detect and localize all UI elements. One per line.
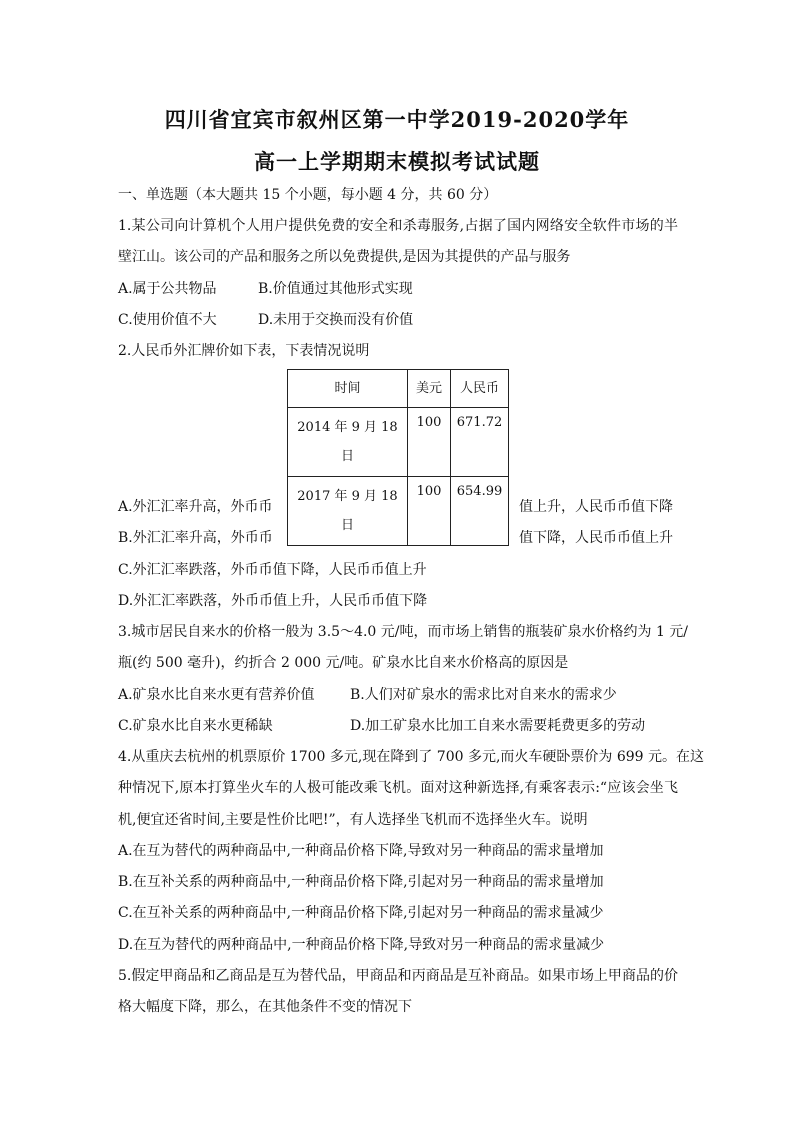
- header-cell-usd: 美元: [408, 370, 451, 408]
- q5-stem-line1: 5.假定甲商品和乙商品是互为替代品，甲商品和丙商品是互补商品。如果市场上甲商品的价: [118, 968, 678, 984]
- rmb-cell: 671.72: [451, 408, 509, 477]
- q1-stem-line2: 壁江山。该公司的产品和服务之所以免费提供,是因为其提供的产品与服务: [118, 249, 571, 265]
- rmb-cell: 654.99: [451, 477, 509, 546]
- q4-stem-line1: 4.从重庆去杭州的机票原价 1700 多元,现在降到了 700 多元,而火车硬卧票价为 699 元。在这: [118, 749, 705, 765]
- date-line2: 日: [340, 518, 354, 533]
- q2-option-c: C.外汇汇率跌落，外币币值下降，人民币币值上升: [118, 562, 427, 578]
- q3-stem-line2: 瓶(约 500 毫升)，约折合 2 000 元/吨。矿泉水比自来水价格高的原因是: [118, 655, 569, 671]
- q5-stem-line2: 格大幅度下降，那么，在其他条件不变的情况下: [118, 999, 412, 1015]
- date-line1: 2014 年 9 月 18: [297, 420, 398, 435]
- table-row: [288, 477, 509, 546]
- exam-title-line2: 高一上学期期末模拟考试试题: [254, 149, 540, 174]
- date-line1: 2017 年 9 月 18: [297, 489, 398, 504]
- header-cell-rmb: 人民币: [451, 370, 509, 408]
- q1-option-b: B.价值通过其他形式实现: [258, 281, 413, 297]
- exam-title-line1: 四川省宜宾市叙州区第一中学2019-2020学年: [164, 107, 630, 132]
- usd-cell: 100: [408, 477, 451, 546]
- table-row: [288, 408, 509, 477]
- q2-option-a-left: A.外汇汇率升高，外币币: [118, 499, 273, 515]
- q2-option-d: D.外汇汇率跌落，外币币值上升，人民币币值下降: [118, 593, 428, 609]
- q1-option-a: A.属于公共物品: [118, 281, 217, 297]
- date-line2: 日: [340, 449, 354, 464]
- q1-option-d: D.未用于交换而没有价值: [258, 312, 414, 328]
- q4-stem-line2: 种情况下,原本打算坐火车的人极可能改乘飞机。面对这种新选择,有乘客表示:“应该会坐飞: [118, 780, 678, 796]
- q3-option-b: B.人们对矿泉水的需求比对自来水的需求少: [350, 687, 617, 703]
- q2-option-b-right: 值下降，人民币币值上升: [519, 530, 673, 546]
- section-heading: 一、单选题（本大题共 15 个小题，每小题 4 分，共 60 分）: [118, 187, 498, 203]
- table-header-row: [288, 370, 509, 408]
- q1-stem-line1: 1.某公司向计算机个人用户提供免费的安全和杀毒服务,占据了国内网络安全软件市场的半: [118, 218, 678, 234]
- usd-cell: 100: [408, 408, 451, 477]
- q3-option-d: D.加工矿泉水比加工自来水需要耗费更多的劳动: [350, 718, 646, 734]
- date-cell: [288, 477, 408, 546]
- q2-stem: 2.人民币外汇牌价如下表，下表情况说明: [118, 343, 370, 359]
- q3-stem-line1: 3.城市居民自来水的价格一般为 3.5～4.0 元/吨，而市场上销售的瓶装矿泉水价格约为 1 元/: [118, 624, 689, 640]
- q2-option-b-left: B.外汇汇率升高，外币币: [118, 530, 273, 546]
- exchange-rate-table: [287, 369, 509, 546]
- q1-option-c: C.使用价值不大: [118, 312, 217, 328]
- q4-option-a: A.在互为替代的两种商品中,一种商品价格下降,导致对另一种商品的需求量增加: [118, 843, 604, 859]
- q4-option-c: C.在互补关系的两种商品中,一种商品价格下降,引起对另一种商品的需求量减少: [118, 905, 604, 921]
- q4-option-b: B.在互补关系的两种商品中,一种商品价格下降,引起对另一种商品的需求量增加: [118, 874, 604, 890]
- q4-stem-line3: 机,便宜还省时间,主要是性价比吧!”，有人选择坐飞机而不选择坐火车。说明: [118, 812, 588, 828]
- q3-option-a: A.矿泉水比自来水更有营养价值: [118, 687, 315, 703]
- date-cell: [288, 408, 408, 477]
- q3-option-c: C.矿泉水比自来水更稀缺: [118, 718, 273, 734]
- q2-option-a-right: 值上升，人民币币值下降: [519, 499, 673, 515]
- q4-option-d: D.在互为替代的两种商品中,一种商品价格下降,导致对另一种商品的需求量减少: [118, 937, 605, 953]
- header-cell-time: 时间: [288, 370, 408, 408]
